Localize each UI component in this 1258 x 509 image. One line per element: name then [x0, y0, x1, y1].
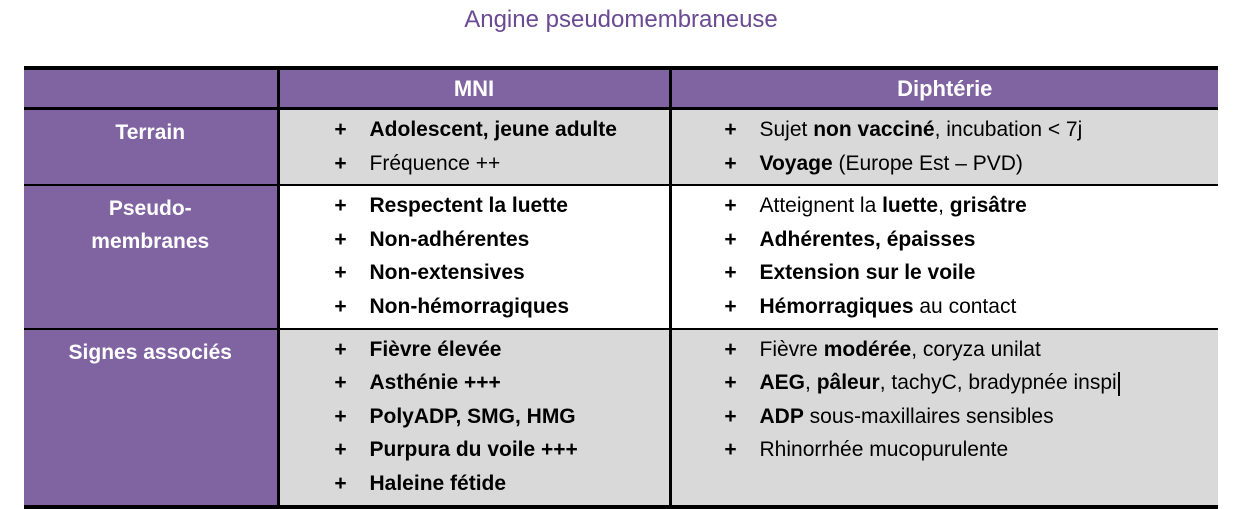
item-text: [760, 256, 976, 290]
list-item: [280, 400, 669, 434]
comparison-table: [24, 66, 1218, 509]
plus-icon: +: [724, 404, 737, 428]
text-segment: grisâtre: [949, 194, 1027, 218]
plus-icon: +: [334, 371, 347, 395]
cell-terrain-mni: [278, 109, 670, 186]
text-segment: non vacciné: [813, 118, 935, 141]
cell-signes-associes-mni: [278, 329, 670, 507]
list-item: [280, 333, 669, 367]
plus-icon: +: [334, 438, 347, 462]
plus-icon: +: [334, 261, 347, 285]
item-text: [760, 333, 1041, 367]
text-segment: modérée: [823, 337, 912, 361]
plus-icon: +: [334, 294, 347, 318]
text-segment: Atteignent la: [759, 194, 883, 218]
plus-icon: +: [724, 337, 737, 361]
text-segment: ,: [938, 194, 950, 218]
text-segment: Haleine fétide: [369, 471, 507, 495]
plus-icon: +: [334, 404, 347, 428]
text-segment: Fréquence ++: [369, 151, 501, 175]
plus-icon: +: [724, 118, 737, 141]
list-item: [672, 366, 1219, 400]
cell-signes-associes-diphterie: [670, 329, 1218, 507]
header-row: [24, 68, 1218, 109]
item-text: [370, 223, 530, 257]
plus-icon: +: [334, 471, 347, 495]
item-text: [370, 433, 578, 467]
row-pseudo-membranes: [24, 185, 1218, 328]
text-segment: Extension sur le voile: [759, 261, 976, 285]
text-segment: Hémorragiques: [759, 294, 914, 318]
text-segment: Asthénie +++: [369, 371, 501, 395]
text-segment: Adhérentes, épaisses: [759, 227, 976, 251]
item-text: [760, 147, 1023, 181]
list-item: [672, 113, 1219, 147]
item-text: [760, 223, 976, 257]
cell-pseudo-membranes-mni: [278, 185, 670, 328]
list-item: [280, 147, 669, 181]
text-segment: luette: [882, 194, 939, 218]
plus-icon: +: [334, 194, 347, 218]
item-text: [370, 400, 576, 434]
text-segment: Adolescent, jeune adulte: [369, 118, 617, 141]
header-diphterie: Diphtérie: [670, 68, 1218, 109]
plus-icon: +: [334, 227, 347, 251]
item-text: [760, 433, 1009, 467]
plus-icon: +: [724, 438, 737, 462]
row-terrain: [24, 109, 1218, 186]
text-segment: Fièvre élevée: [369, 337, 502, 361]
item-text: [760, 290, 1017, 324]
page-title: Angine pseudomembraneuse: [464, 6, 778, 33]
list-item: [672, 189, 1219, 223]
text-segment: AEG: [759, 371, 806, 395]
row-label-signes-associes: Signes associés: [24, 329, 278, 507]
item-text: [760, 113, 1083, 147]
text-segment: sous-maxillaires sensibles: [803, 404, 1054, 428]
text-segment: Non-hémorragiques: [369, 294, 570, 318]
plus-icon: +: [334, 118, 347, 141]
item-text: [370, 256, 525, 290]
item-text: [760, 400, 1054, 434]
list-item: [280, 113, 669, 147]
item-text: [370, 189, 568, 223]
item-text: [370, 333, 502, 367]
text-cursor: [1118, 372, 1120, 396]
text-segment: Purpura du voile +++: [369, 438, 578, 462]
plus-icon: +: [724, 261, 737, 285]
text-segment: pâleur: [816, 371, 880, 395]
text-segment: Voyage: [759, 151, 833, 175]
text-segment: ,: [805, 371, 817, 395]
plus-icon: +: [334, 337, 347, 361]
text-segment: , coryza unilat: [911, 337, 1041, 361]
list-item: [280, 256, 669, 290]
item-text: [370, 366, 501, 400]
plus-icon: +: [724, 194, 737, 218]
header-corner: [24, 68, 278, 109]
list-item: [280, 433, 669, 467]
text-segment: ADP: [759, 404, 804, 428]
list-item: [672, 223, 1219, 257]
text-segment: au contact: [913, 294, 1017, 318]
list-item: [280, 366, 669, 400]
list-item: [672, 400, 1219, 434]
text-segment: Non-adhérentes: [369, 227, 530, 251]
item-text: [370, 113, 617, 147]
row-label-terrain: Terrain: [24, 109, 278, 186]
list-item: [280, 189, 669, 223]
plus-icon: +: [724, 294, 737, 318]
list-item: [672, 333, 1219, 367]
list-item: [672, 147, 1219, 181]
plus-icon: +: [724, 227, 737, 251]
text-segment: PolyADP, SMG, HMG: [369, 404, 576, 428]
list-item: [280, 290, 669, 324]
text-segment: (Europe Est – PVD): [832, 151, 1023, 175]
text-segment: , incubation < 7j: [934, 118, 1083, 141]
plus-icon: +: [724, 371, 737, 395]
text-segment: Sujet: [759, 118, 814, 141]
plus-icon: +: [334, 151, 347, 175]
plus-icon: +: [724, 151, 737, 175]
item-text: [370, 290, 570, 324]
text-segment: Non-extensives: [369, 261, 525, 285]
list-item: [280, 467, 669, 501]
row-label-pseudo-membranes: Pseudo- membranes: [24, 185, 278, 328]
item-text: [370, 467, 507, 501]
row-signes-associes: [24, 329, 1218, 507]
text-segment: Respectent la luette: [369, 194, 568, 218]
list-item: [672, 433, 1219, 467]
header-mni: MNI: [278, 68, 670, 109]
text-segment: Rhinorrhée mucopurulente: [759, 438, 1009, 462]
list-item: [280, 223, 669, 257]
text-segment: , tachyC, bradypnée inspi: [879, 371, 1117, 395]
cell-pseudo-membranes-diphterie: [670, 185, 1218, 328]
item-text: [370, 147, 501, 181]
item-text: [760, 366, 1120, 400]
list-item: [672, 290, 1219, 324]
cell-terrain-diphterie: [670, 109, 1218, 186]
text-segment: Fièvre: [759, 337, 824, 361]
item-text: [760, 189, 1027, 223]
list-item: [672, 256, 1219, 290]
